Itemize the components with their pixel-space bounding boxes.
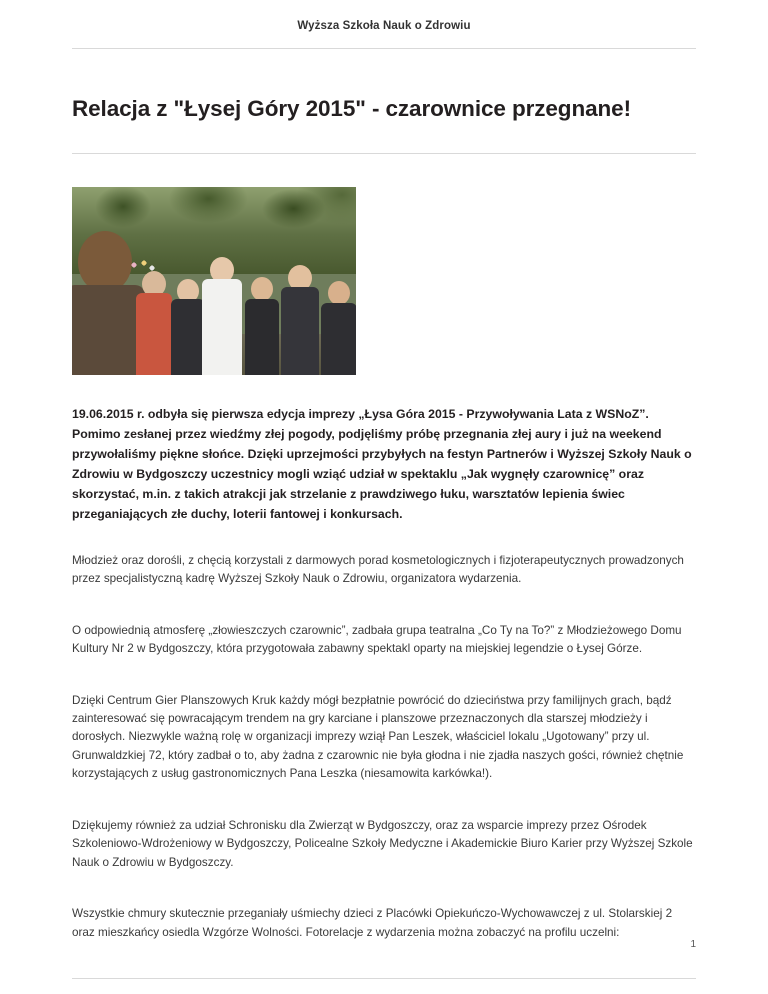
- article-paragraph-1: Młodzież oraz dorośli, z chęcią korzystali z darmowych porad kosmetologicznych i fizjoterapeutycznych prowadzonych przez specjalistyczną kadrę Wyższej Szkoły Nauk o Zdrowiu, organizatora wydarzenia.: [72, 553, 684, 586]
- article-paragraph-5: Wszystkie chmury skutecznie przeganiały uśmiechy dzieci z Placówki Opiekuńczo-Wychowawczej z ul. Stolarskiej 2 oraz mieszkańcy osiedla Wzgórze Wolności. Fotorelacje z wydarzenia można zobaczyć na profilu uczelni:: [72, 907, 673, 939]
- article-paragraph-3: Dzięki Centrum Gier Planszowych Kruk każdy mógł bezpłatnie powrócić do dzieciństwa przy familijnych grach, bądź zainteresować się powracającym trendem na gry karciane i planszowe przeznaczonych dla starszej młodzieży i dorosłych. Niezwykle ważną rolę w organizacji imprezy wziął Pan Leszek, właściciel lokalu „Ugotowany” przy ul. Grunwaldzkiej 72, który zadbał o to, aby żadna z czarownic nie była głodna i nie zjadła naszych gości, również chętnie korzystających z usług gastronomicznych Pana Leszka (niesamowita karkówka!).: [72, 693, 684, 781]
- photo-person: [200, 257, 244, 375]
- page-title: Relacja z "Łysej Góry 2015" - czarownice przegnane!: [72, 96, 631, 121]
- article-paragraph-2: O odpowiednią atmosferę „złowieszczych czarownic”, zadbała grupa teatralna „Co Ty na To?” z Młodzieżowego Domu Kultury Nr 2 w Bydgoszczy, która przygotowała zabawny spektakl oparty na miejskiej legendzie o Łysej Górze.: [72, 623, 682, 656]
- article-image-wrapper: [72, 187, 696, 375]
- photo-flowers: [128, 259, 158, 277]
- page-number: 1: [690, 939, 696, 950]
- footer-divider: [72, 978, 696, 979]
- title-divider: [72, 153, 696, 154]
- header-divider: [72, 48, 696, 49]
- institution-name: Wyższa Szkoła Nauk o Zdrowiu: [297, 20, 471, 32]
- article-lead-paragraph: 19.06.2015 r. odbyła się pierwsza edycja imprezy „Łysa Góra 2015 - Przywoływania Lata z WSNoZ”. Pomimo zesłanej przez wiedźmy złej pogody, podjęliśmy próbę przegnania złej aury i już na weekend przywołaliśmy piękne słońce. Dzięki uprzejmości przybyłych na festyn Partnerów i Wyższej Szkoły Nauk o Zdrowiu w Bydgoszczy uczestnicy mogli wziąć udział w spektaklu „Jak wygnęły czarownicę” oraz skorzystać, m.in. z takich atrakcji jak strzelanie z prawdziwego łuku, warsztatów lepienia świec przeganiających złe duchy, loterii fantowej i konkursach.: [72, 407, 692, 521]
- photo-person: [278, 265, 322, 375]
- article-paragraph-4: Dziękujemy również za udział Schronisku dla Zwierząt w Bydgoszczy, oraz za wsparcie imprezy przez Ośrodek Szkoleniowo-Wdrożeniowy w Bydgoszczy, Policealne Szkoły Medyczne i Akademickie Biuro Karier przy Wyższej Szkole Nauk o Zdrowiu w Bydgoszczy.: [72, 818, 693, 869]
- photo-person: [242, 275, 282, 375]
- document-content: [0, 95, 768, 979]
- page-header: [0, 0, 768, 32]
- article-photo: [72, 187, 356, 375]
- photo-person: [318, 277, 356, 375]
